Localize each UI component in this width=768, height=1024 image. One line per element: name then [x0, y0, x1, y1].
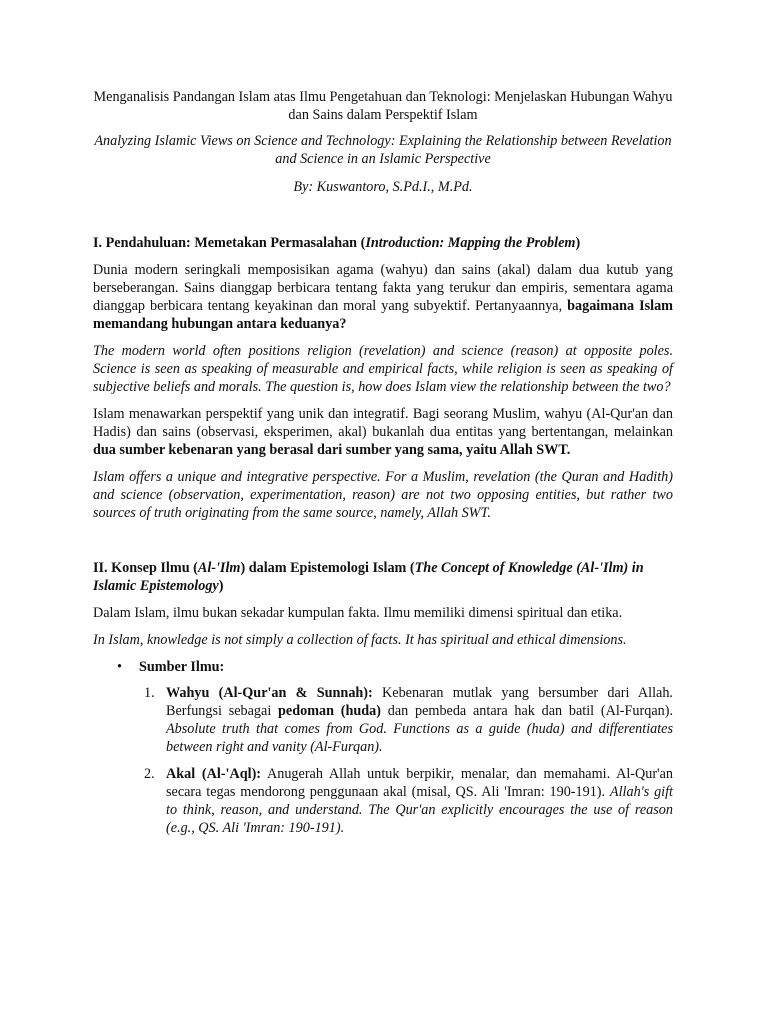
- document-title-english: Analyzing Islamic Views on Science and Technology: Explaining the Relationship between Revelation and Science in an Islamic Perspective: [94, 133, 672, 167]
- section-1-heading-english: Introduction: Mapping the Problem: [365, 235, 576, 251]
- list-item-akal: [144, 765, 673, 837]
- heading-english-italic: The Concept of Knowledge (Al-'Ilm) in Islamic Epistemology: [93, 560, 644, 594]
- section-2-heading: [93, 559, 673, 595]
- numbered-list: [139, 684, 673, 837]
- list-item-wahyu: [144, 684, 673, 756]
- paragraph-text: Islam menawarkan perspektif yang unik dan integratif. Bagi seorang Muslim, wahyu (Al-Qur'an dan Hadis) dan sains (observasi, eksperimen, akal) bukanlah dua entitas yang bertentangan, melainkan: [93, 406, 673, 440]
- bullet-label: Sumber Ilmu:: [139, 659, 225, 675]
- heading-close: ): [218, 578, 224, 594]
- sources-list: [93, 658, 673, 837]
- section-1-paragraph-2-english: Islam offers a unique and integrative perspective. For a Muslim, revelation (the Quran and Hadith) and science (observation, experimentation, reason) are not two opposing entities, but rather two sources of truth originating from the same source, namely, Allah SWT.: [93, 469, 673, 521]
- paragraph-bold-question: bagaimana Islam memandang hubungan antara keduanya?: [93, 298, 673, 332]
- item-text: Kebenaran mutlak yang bersumber dari Allah. Berfungsi sebagai: [166, 685, 673, 719]
- item-number: 2.: [144, 766, 155, 782]
- item-bold-term: pedoman (huda): [278, 703, 381, 719]
- item-text: dan pembeda antara hak dan batil (Al-Furqan).: [381, 703, 673, 719]
- section-1-heading-close: ): [575, 235, 581, 251]
- section-1-heading: [93, 234, 673, 252]
- item-english: Absolute truth that comes from God. Functions as a guide (huda) and differentiates between right and vanity (Al-Furqan).: [166, 721, 673, 755]
- item-label: Akal (Al-'Aql):: [166, 766, 262, 782]
- item-text: Anugerah Allah untuk berpikir, menalar, dan memahami. Al-Qur'an secara tegas mendorong penggunaan akal (misal, QS. Ali 'Imran: 190-191).: [166, 766, 673, 800]
- heading-term-italic: Al-'Ilm: [197, 560, 241, 576]
- section-1-paragraph-1-english: The modern world often positions religion (revelation) and science (reason) at opposite poles. Science is seen as speaking of measurable and empirical facts, while religion is seen as speaking of subjective beliefs and morals. The question is, how does Islam view the relationship between the two?: [93, 343, 673, 395]
- heading-part: II. Konsep Ilmu (: [93, 560, 198, 576]
- item-english: Allah's gift to think, reason, and understand. The Qur'an explicitly encourages the use of reason (e.g., QS. Ali 'Imran: 190-191).: [166, 784, 673, 836]
- bullet-icon: •: [117, 659, 122, 675]
- section-1-paragraph-1: [93, 261, 673, 333]
- section-1-heading-text: I. Pendahuluan: Memetakan Permasalahan (: [93, 235, 366, 251]
- section-gap: [93, 531, 673, 559]
- paragraph-bold-statement: dua sumber kebenaran yang berasal dari sumber yang sama, yaitu Allah SWT.: [93, 442, 571, 458]
- list-item: [117, 658, 673, 837]
- section-1-paragraph-2: [93, 405, 673, 459]
- item-label: Wahyu (Al-Qur'an & Sunnah):: [166, 685, 373, 701]
- document-title: Menganalisis Pandangan Islam atas Ilmu Pengetahuan dan Teknologi: Menjelaskan Hubungan Wahyu dan Sains dalam Perspektif Islam: [93, 89, 673, 123]
- document-content: [93, 88, 673, 846]
- heading-part: ) dalam Epistemologi Islam (: [240, 560, 415, 576]
- paragraph-text: Dunia modern seringkali memposisikan agama (wahyu) dan sains (akal) dalam dua kutub yang berseberangan. Sains dianggap berbicara tentang fakta yang terukur dan empiris, sementara agama dianggap berbicara tentang keyakinan dan moral yang subyektif. Pertanyaannya,: [93, 262, 673, 314]
- section-2-paragraph-1: Dalam Islam, ilmu bukan sekadar kumpulan fakta. Ilmu memiliki dimensi spiritual dan etika.: [93, 605, 623, 621]
- author-byline: By: Kuswantoro, S.Pd.I., M.Pd.: [293, 179, 473, 195]
- section-2-paragraph-1-english: In Islam, knowledge is not simply a collection of facts. It has spiritual and ethical dimensions.: [93, 632, 627, 648]
- item-number: 1.: [144, 685, 155, 701]
